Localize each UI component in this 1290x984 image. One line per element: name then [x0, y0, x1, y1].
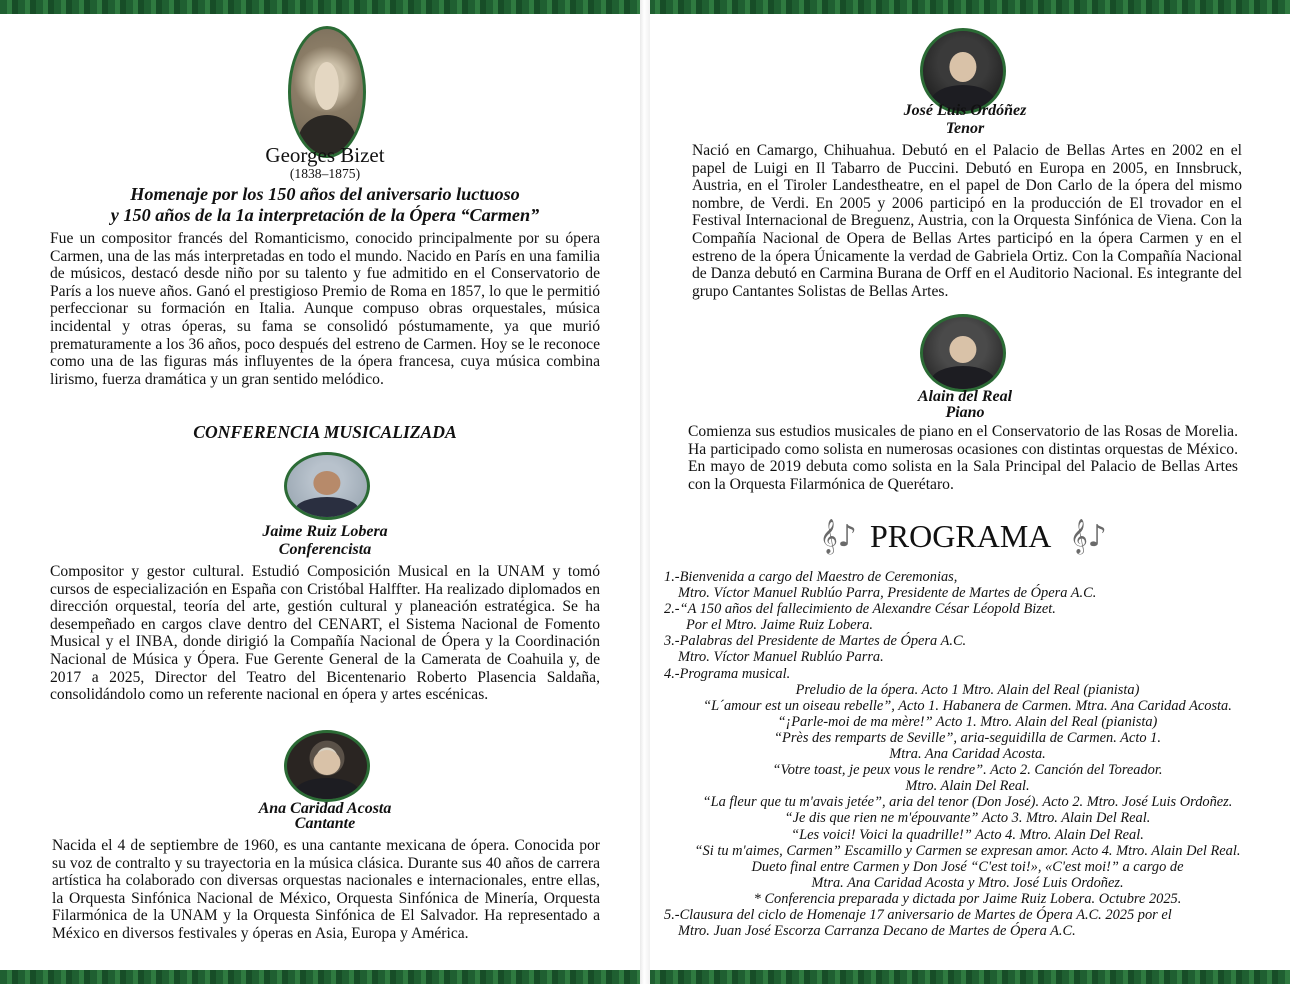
right-page	[652, 14, 1290, 970]
programa-line: “¡Parle-moi de ma mère!” Acto 1. Mtro. Alain del Real (pianista)	[777, 713, 1158, 730]
jaime-portrait-face	[313, 471, 340, 495]
programa-line: Dueto final entre Carmen y Don José “C'est toi!», «C'est moi!” a cargo de	[751, 858, 1184, 875]
programa-line: “Votre toast, je peux vous le rendre”. Acto 2. Canción del Toreador.	[772, 762, 1163, 779]
programa-line: Mtra. Ana Caridad Acosta.	[889, 746, 1046, 763]
bizet-portrait	[288, 26, 366, 158]
ana-name: Ana Caridad Acosta	[258, 800, 392, 817]
jaime-portrait	[284, 452, 370, 520]
bizet-biography: Fue un compositor francés del Romanticismo, conocido principalmente por su ópera Carmen, una de las más interpretadas en todo el mundo. Nacido en París en una familia de músicos, destacó desde niño por su talento y fue admitido en el Conservatorio de París a los nueve años. Ganó el prestigioso Premio de Roma en 1857, lo que le permitió perfeccionar su formación en Italia. Aunque compuso obras orquestales, música incidental y otras óperas, su fama se consolidó póstumamente, ya que murió prematuramente a los 36 años, poco después del estreno de Carmen. Hoy se le reconoce como una de las figuras más influyentes de la ópera francesa, cuya música combina lirismo, fuerza dramática y un gran sentido melódico.	[50, 230, 600, 388]
alain-portrait-face	[949, 336, 976, 363]
ana-portrait	[284, 730, 370, 802]
programa-line: Mtro. Alain Del Real.	[905, 778, 1030, 795]
programa-line: Preludio de la ópera. Acto 1 Mtro. Alain del Real (pianista)	[795, 681, 1140, 698]
programa-line: 2.-“A 150 años del fallecimiento de Alexandre César Léopold Bizet.	[664, 601, 1056, 618]
jose-biography: Nació en Camargo, Chihuahua. Debutó en el Palacio de Bellas Artes en 2002 en el papel de Luigi en Il Tabarro de Puccini. Debutó en Europa en 2005, en Innsbruck, Austria, en el Tiroler Landestheatre, en el papel de Don Carlo de la ópera del mismo nombre, de Verdi. En 2005 y 2006 participó en la producción de El trovador en el Festival Internacional de Breguenz, Austria, con la Orquesta Sinfónica de Viena. Con la Compañía Nacional de Opera de Bellas Artes participó en la ópera Carmen y en el estreno de la ópera Únicamente la verdad de Gabriela Ortiz. Con la Compañía Nacional de Danza debutó en Carmina Burana de Orff en el Auditorio Nacional. Es integrante del grupo Cantantes Solistas de Bellas Artes.	[692, 142, 1242, 300]
ana-role: Cantante	[294, 815, 356, 832]
programa-line: Mtro. Víctor Manuel Rublúo Parra.	[678, 649, 884, 666]
bizet-dates: (1838–1875)	[289, 166, 361, 181]
programa-line: “La fleur que tu m'avais jetée”, aria del tenor (Don José). Acto 2. Mtro. José Luis Ordoñez.	[702, 794, 1233, 811]
programa-line: 4.-Programa musical.	[664, 665, 791, 682]
ana-biography: Nacida el 4 de septiembre de 1960, es una cantante mexicana de ópera. Conocida por su voz de contralto y su trayectoria en la música clásica. Durante sus 40 años de carrera artística ha colaborado con diversas orquestas nacionales e internacionales, entre ellas, la Orquesta Sinfónica Nacional de México, Orquesta Sinfónica de Minería, Orquesta Filarmónica de la UNAM y la Orquesta Sinfónica de El Salvador. Ha representado a México en diversos festivales y óperas en Asia, Europa y América.	[52, 837, 600, 942]
alain-biography: Comienza sus estudios musicales de piano en el Conservatorio de las Rosas de Morelia. Ha participado como solista en numerosas ocasiones con distintas orquestas de México. En mayo de 2019 debuta como solista en la Sala Principal del Palacio de Bellas Artes con la Orquesta Filarmónica de Querétaro.	[688, 423, 1238, 493]
ana-portrait-face	[313, 750, 340, 775]
jose-name: José Luis Ordóñez	[903, 102, 1027, 119]
programa-line: Mtra. Ana Caridad Acosta y Mtro. José Luis Ordoñez.	[811, 874, 1124, 891]
programa-line: “L´amour est un oiseau rebelle”, Acto 1. Habanera de Carmen. Mtra. Ana Caridad Acosta.	[703, 697, 1232, 714]
conference-heading: CONFERENCIA MUSICALIZADA	[193, 422, 457, 442]
left-page	[0, 14, 645, 970]
programa-line: “Près des remparts de Seville”, aria-seguidilla de Carmen. Acto 1.	[774, 729, 1161, 746]
programa-line: “Les voici! Voici la quadrille!” Acto 4. Mtro. Alain Del Real.	[791, 826, 1144, 843]
bizet-portrait-face	[315, 62, 339, 110]
programa-line: “Si tu m'aimes, Carmen” Escamillo y Carmen se expresan amor. Acto 4. Mtro. Alain Del Real.	[694, 842, 1241, 859]
bizet-name: Georges Bizet	[265, 143, 385, 167]
programa-line: 5.-Clausura del ciclo de Homenaje 17 aniversario de Martes de Ópera A.C. 2025 por el	[664, 906, 1172, 923]
programa-title: PROGRAMA	[870, 518, 1052, 554]
jaime-biography: Compositor y gestor cultural. Estudió Composición Musical en la UNAM y tomó cursos de especialización en España con Cristóbal Halffter. Ha realizado diplomados en dirección orquestal, teoría del arte, gestión cultural y planeación estratégica. Se ha desempeñado en cargos clave dentro del CENART, el Sistema Nacional de Fomento Musical y el INBA, donde dirigió la Compañía Nacional de Ópera y la Coordinación Nacional de Música y Ópera. Fue Gerente General de la Camerata de Coahuila y, de 2017 a 2025, Director del Teatro del Bicentenario Roberto Plasencia Saldaña, consolidándolo como un referente nacional en ópera y artes escénicas.	[50, 563, 600, 704]
programa-line: * Conferencia preparada y dictada por Jaime Ruiz Lobera. Octubre 2025.	[753, 890, 1182, 907]
alain-portrait	[920, 314, 1006, 392]
jaime-portrait-body	[295, 497, 359, 520]
programa-line: Por el Mtro. Jaime Ruiz Lobera.	[686, 617, 873, 634]
alain-name: Alain del Real	[917, 388, 1013, 405]
homage-title-line-2: y 150 años de la 1a interpretación de la Ópera “Carmen”	[110, 205, 540, 225]
alain-role: Piano	[945, 404, 985, 421]
programa-line: Mtro. Juan José Escorza Carranza Decano de Martes de Ópera A.C.	[678, 923, 1076, 940]
jose-portrait-face	[949, 52, 976, 82]
homage-title-line-1: Homenaje por los 150 años del aniversario luctuoso	[130, 184, 520, 204]
music-notes-icon-right: 𝄞♪	[1070, 519, 1107, 554]
jose-role: Tenor	[945, 120, 985, 137]
programa-line: Mtro. Víctor Manuel Rublúo Parra, Presidente de Martes de Ópera A.C.	[678, 585, 1097, 602]
ana-portrait-body	[295, 778, 359, 802]
music-notes-icon-left: 𝄞♪	[820, 519, 857, 554]
jaime-role: Conferencista	[278, 541, 372, 558]
jaime-name: Jaime Ruiz Lobera	[262, 523, 388, 540]
programa-line: 1.-Bienvenida a cargo del Maestro de Ceremonias,	[664, 569, 958, 585]
programa-list	[660, 569, 1275, 939]
programa-line: 3.-Palabras del Presidente de Martes de Ópera A.C.	[664, 633, 967, 650]
programa-line: “Je dis que rien ne m'épouvante” Acto 3. Mtro. Alain Del Real.	[784, 810, 1151, 827]
